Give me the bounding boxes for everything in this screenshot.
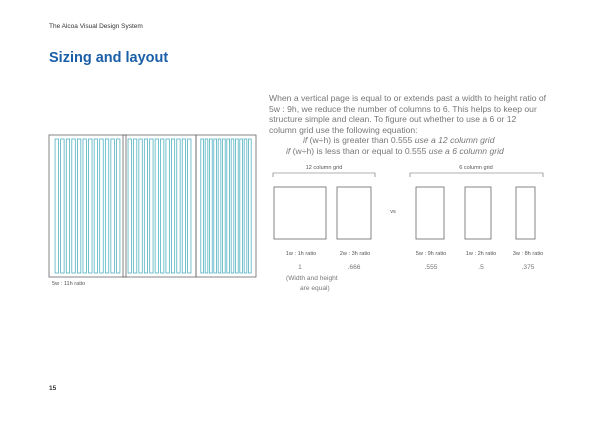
page-title: Sizing and layout: [49, 50, 169, 66]
ratio-box-2w-3h: [337, 187, 371, 239]
grid-column: [100, 139, 103, 273]
grid-column: [128, 139, 131, 273]
grid-column: [155, 139, 158, 273]
vs-label: vs: [390, 209, 396, 215]
body-line-2: 5w : 9h, we reduce the number of columns to 6. This helps to keep our: [269, 103, 537, 114]
grid-column: [240, 139, 243, 273]
ratio-label-1: 1w : 1h ratio: [285, 251, 317, 257]
grid-column: [83, 139, 86, 273]
grid-column: [222, 139, 225, 273]
grid-column: [177, 139, 180, 273]
grid-column: [144, 139, 147, 273]
grid-column: [171, 139, 174, 273]
ratio-box-1w-2h: [465, 187, 491, 239]
group-12-column-label: 12 column grid: [305, 165, 343, 171]
grid-column: [133, 139, 136, 273]
ratio-value-1: 1: [298, 264, 302, 271]
grid-column: [139, 139, 142, 273]
grid-column: [205, 139, 208, 273]
ratio-label-3: 5w : 9h ratio: [415, 251, 447, 257]
grid-column: [231, 139, 234, 273]
ratio-box-5w-9h: [416, 187, 444, 239]
page-3-columns: [201, 139, 251, 273]
page-2-columns: [128, 139, 191, 273]
equation-6-condition: (w÷h) is less than or equal to 0.555: [290, 145, 429, 156]
grid-column: [214, 139, 217, 273]
grid-column: [55, 139, 58, 273]
grid-column: [248, 139, 251, 273]
grid-column: [111, 139, 114, 273]
equation-6-if: if: [286, 145, 291, 156]
ratio-value-5: .375: [521, 264, 535, 271]
ratio-label-5: 3w : 8h ratio: [512, 251, 544, 257]
bracket-12-column: [273, 173, 375, 177]
grid-column: [66, 139, 69, 273]
body-line-4: column grid use the following equation:: [269, 124, 418, 135]
ratio-value-2: .666: [347, 264, 361, 271]
grid-column: [235, 139, 238, 273]
grid-column: [89, 139, 92, 273]
grid-column: [94, 139, 97, 273]
page-1-columns: [55, 139, 120, 273]
body-line-3: structure simple and clean. To figure out whether to use a 6 or 12: [269, 114, 517, 125]
grid-column: [161, 139, 164, 273]
ratio-label-2: 2w : 3h ratio: [339, 251, 371, 257]
grid-column: [61, 139, 64, 273]
grid-column: [72, 139, 75, 273]
grid-column: [105, 139, 108, 273]
body-line-1: When a vertical page is equal to or extends past a width to height ratio of: [269, 93, 547, 103]
page-frame-2: [123, 135, 196, 277]
grid-ratio-label: 5w : 11h ratio: [52, 281, 86, 287]
grid-column: [188, 139, 191, 273]
equal-note-line-2: are equal): [300, 285, 330, 292]
ratio-box-1w-1h: [274, 187, 326, 239]
grid-column: [150, 139, 153, 273]
ratio-value-3: .555: [424, 264, 438, 271]
equation-12-result: use a 12 column grid: [414, 135, 495, 146]
grid-column: [182, 139, 185, 273]
grid-column: [227, 139, 230, 273]
equation-12-condition: (w÷h) is greater than 0.555: [307, 135, 415, 146]
grid-column: [166, 139, 169, 273]
group-6-column-label: 6 column grid: [459, 165, 493, 171]
ratio-label-4: 1w : 2h ratio: [465, 251, 497, 257]
page-number: 15: [49, 385, 57, 392]
equation-6-result: use a 6 column grid: [428, 145, 504, 156]
equation-12-if: if: [303, 135, 308, 146]
ratio-box-3w-8h: [516, 187, 535, 239]
grid-column: [218, 139, 221, 273]
document-header: The Alcoa Visual Design System: [49, 23, 143, 30]
grid-column: [201, 139, 204, 273]
column-grid-illustration: [49, 135, 256, 277]
equal-note-line-1: (Width and height: [286, 275, 338, 282]
grid-column: [244, 139, 247, 273]
bracket-6-column: [410, 173, 543, 177]
ratio-value-4: .5: [478, 264, 484, 271]
grid-column: [77, 139, 80, 273]
grid-column: [209, 139, 212, 273]
grid-column: [116, 139, 119, 273]
